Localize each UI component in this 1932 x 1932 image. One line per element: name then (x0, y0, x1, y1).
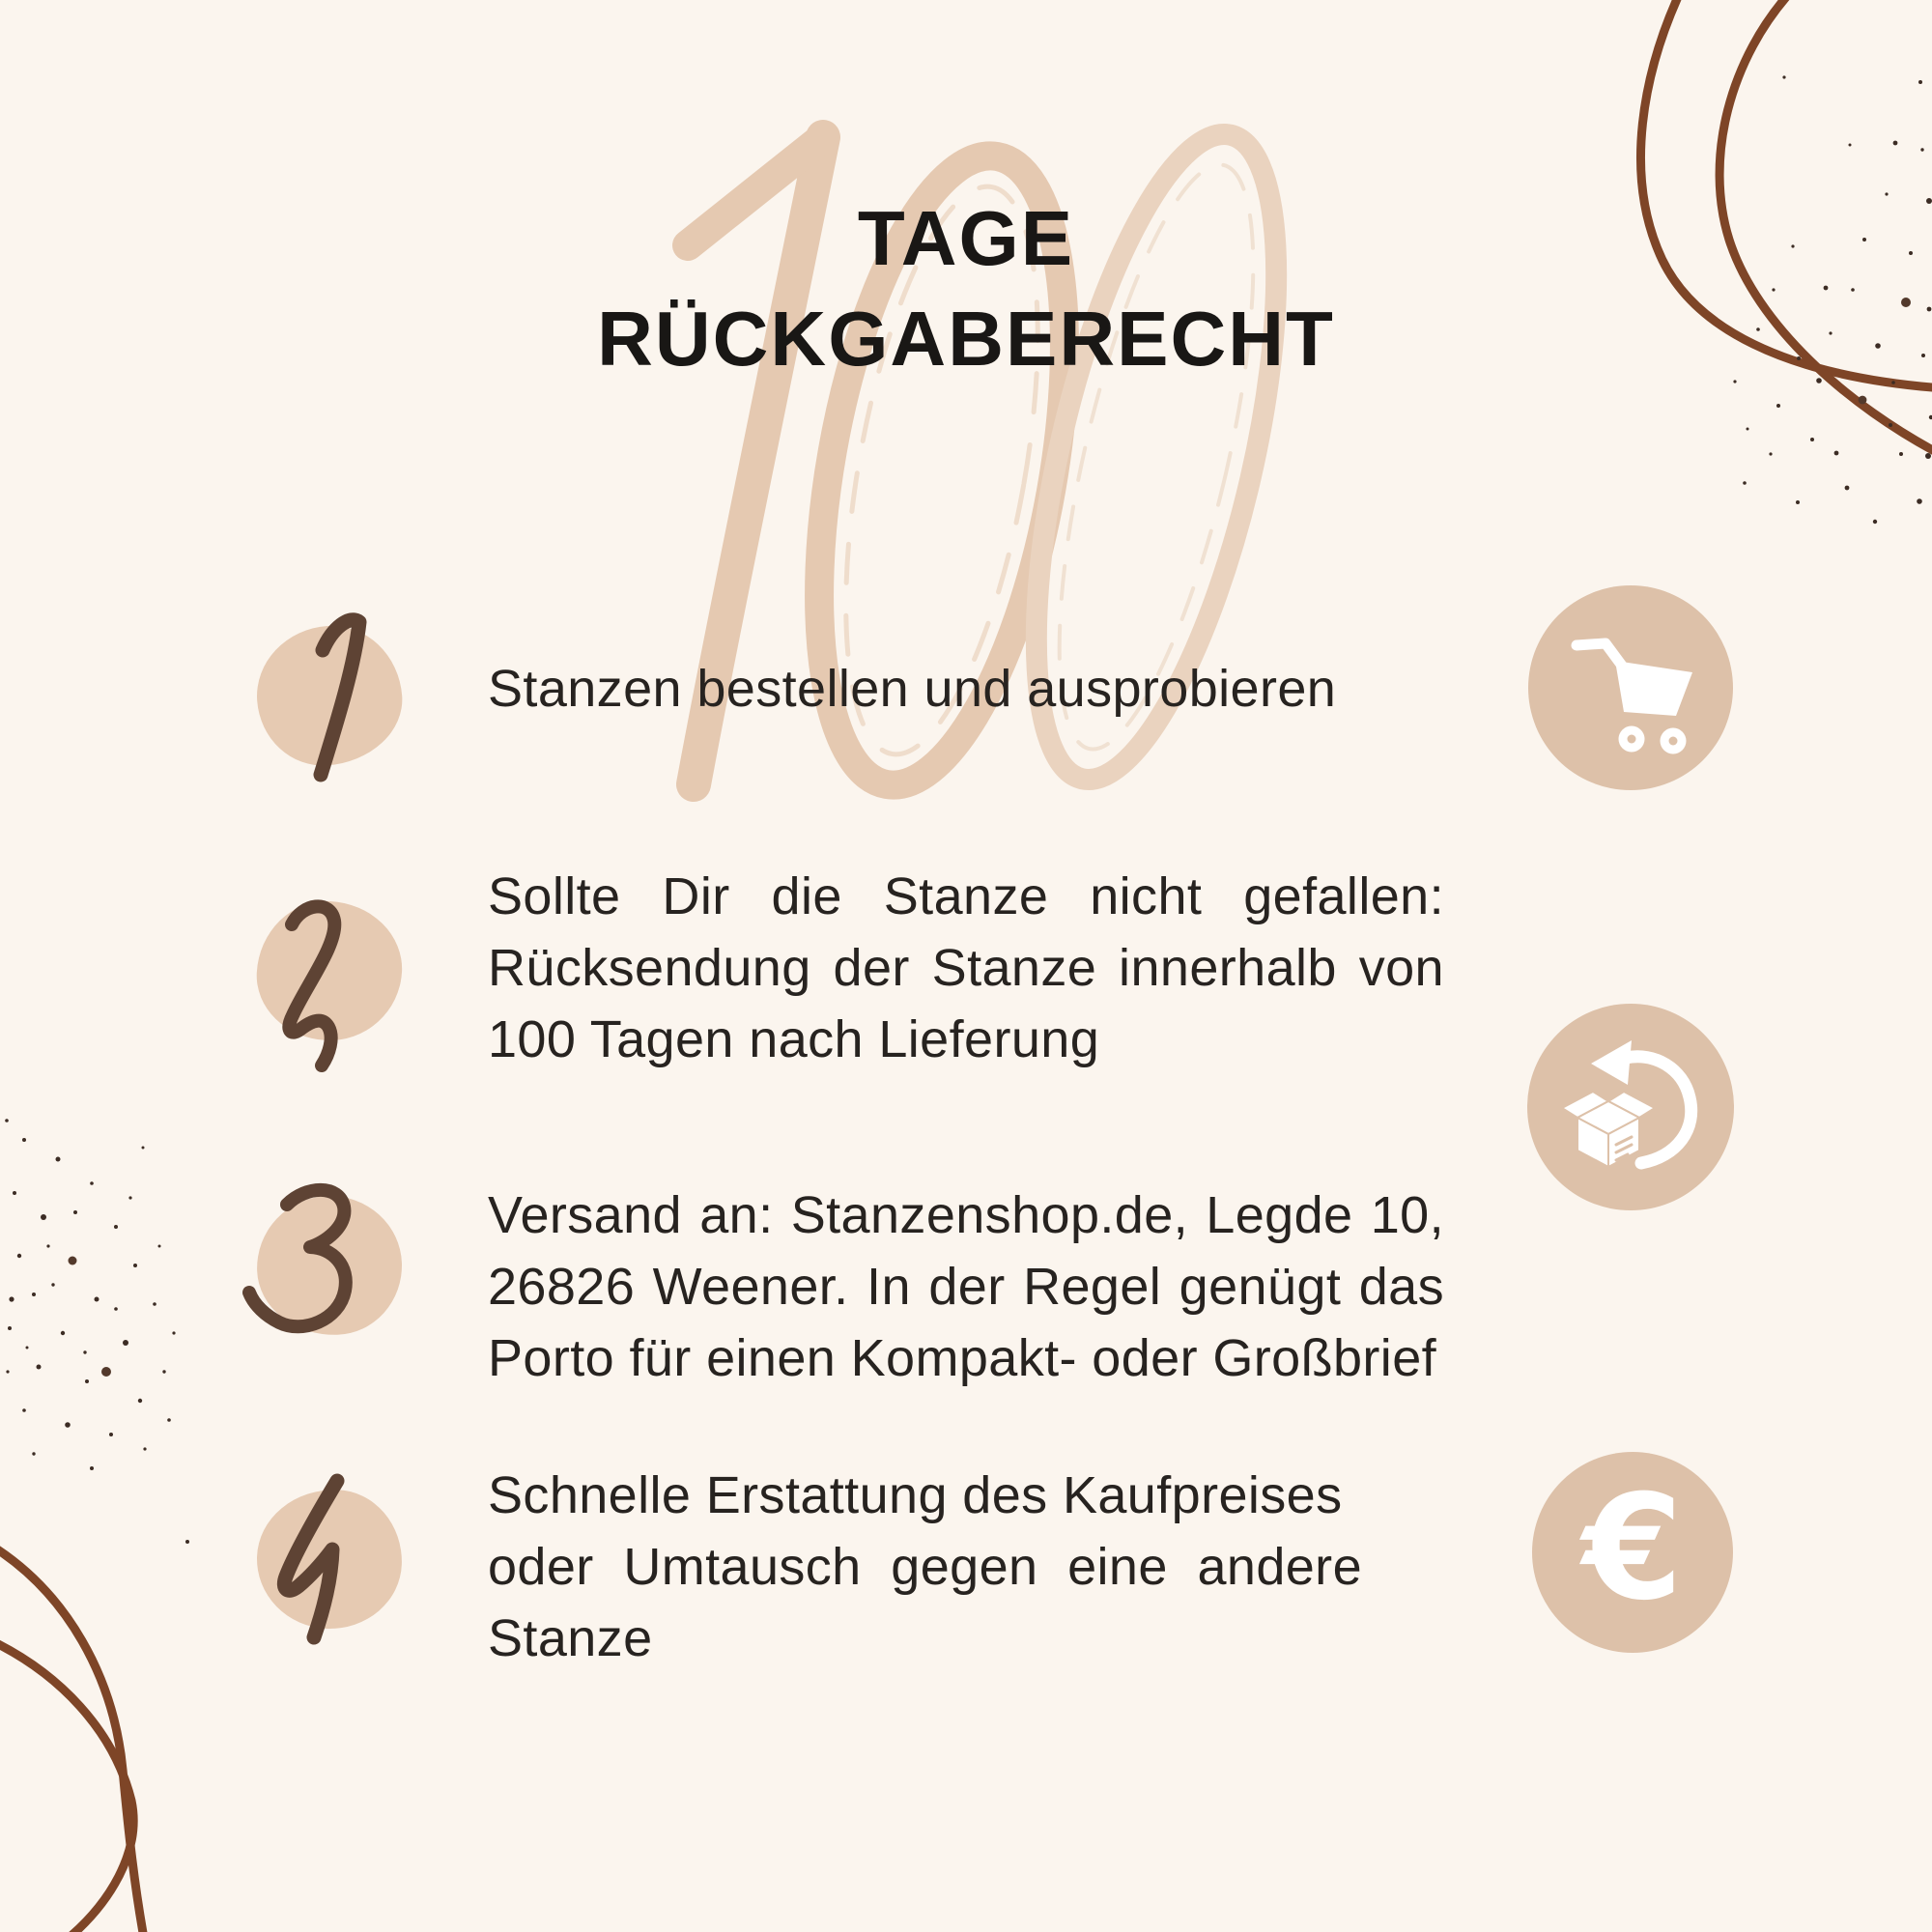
handwritten-digit-3 (222, 1169, 425, 1381)
step-4-number-badge (257, 1490, 402, 1629)
step-3-number-badge (257, 1196, 402, 1335)
step-1-text (488, 653, 1444, 724)
step-4-line-2: oder Umtausch gegen eine andere (488, 1538, 1362, 1596)
step-1-line-1: Stanzen bestellen und ausprobieren (488, 660, 1337, 718)
shopping-cart-icon (1528, 585, 1733, 790)
step-4-line-1: Schnelle Erstattung des Kaufpreises (488, 1466, 1343, 1524)
shopping-cart-glyph (1528, 585, 1733, 790)
corner-swirl-bottom-left (0, 1544, 145, 1932)
step-4-line-3: Stanze (488, 1609, 653, 1667)
euro-icon (1532, 1452, 1733, 1653)
step-3-line-2: 26826 Weener. In der Regel genügt das (488, 1258, 1444, 1316)
step-1-number-badge (257, 626, 402, 765)
package-return-glyph (1527, 1004, 1734, 1210)
step-2-number-badge (257, 901, 402, 1040)
euro-glyph: € (1581, 1464, 1684, 1633)
handwritten-digit-4 (232, 1449, 425, 1671)
step-2-text (488, 861, 1444, 1075)
step-2-line-1: Sollte Dir die Stanze nicht gefallen: (488, 867, 1444, 925)
step-4-text (488, 1460, 1362, 1674)
handwritten-digit-2 (232, 869, 425, 1092)
step-3-line-1: Versand an: Stanzenshop.de, Legde 10, (488, 1186, 1444, 1244)
speckles-bottom-left (5, 1119, 189, 1544)
step-2-line-3: 100 Tagen nach Lieferung (488, 1010, 1100, 1068)
step-3-text (488, 1179, 1444, 1394)
step-2-line-2: Rücksendung der Stanze innerhalb von (488, 939, 1444, 997)
handwritten-digit-1 (232, 589, 425, 802)
package-return-icon (1527, 1004, 1734, 1210)
title-line-tage: TAGE (857, 195, 1075, 281)
step-3-line-3: Porto für einen Kompakt- oder Großbrief (488, 1329, 1437, 1387)
title-line-rueckgaberecht: RÜCKGABERECHT (597, 296, 1335, 382)
